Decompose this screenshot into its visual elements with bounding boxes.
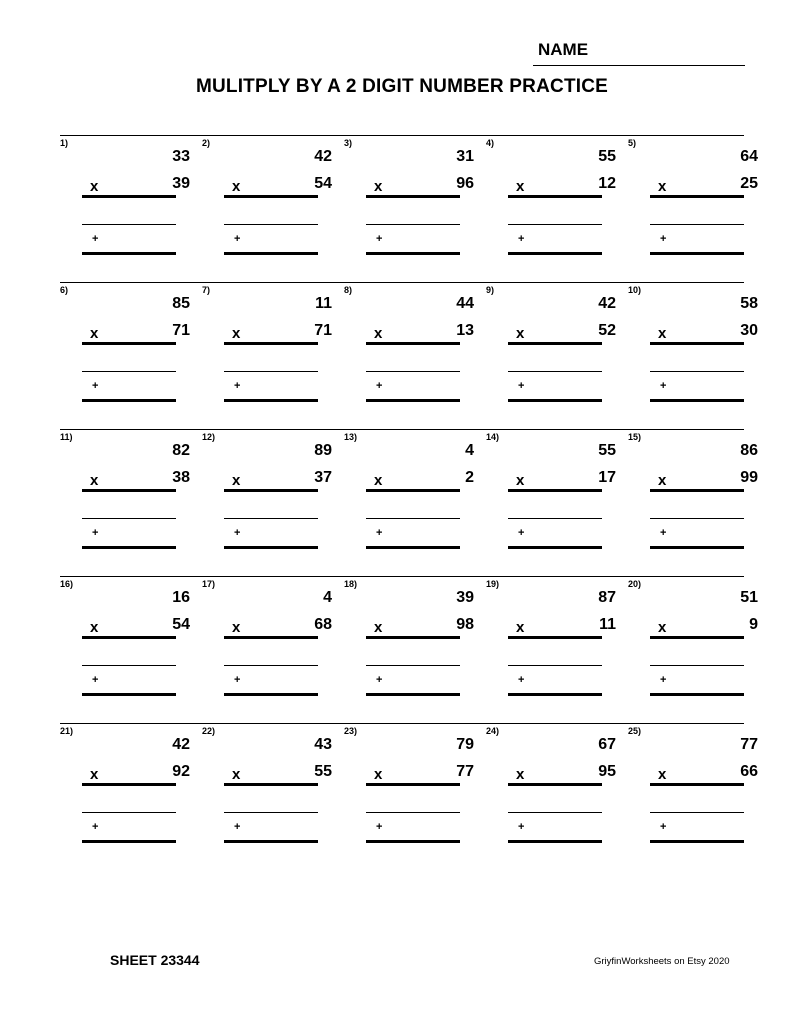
final-answer-line[interactable] [366,546,460,549]
partial-product-line[interactable] [366,812,460,813]
problem-15 [628,432,758,572]
plus-sign: + [234,233,241,245]
final-answer-line[interactable] [82,546,176,549]
partial-product-line[interactable] [82,224,176,225]
problem-number: 7) [202,285,211,295]
answer-rule [366,783,460,786]
answer-rule [224,489,318,492]
problem-number: 25) [628,726,642,736]
multiply-sign: x [374,472,383,489]
plus-sign: + [660,821,667,833]
problem-number: 17) [202,579,216,589]
final-answer-line[interactable] [650,693,744,696]
problem-number: 24) [486,726,500,736]
problem-number: 9) [486,285,495,295]
multiplicand: 67 [598,736,616,753]
multiplier: 52 [598,322,616,339]
final-answer-line[interactable] [366,693,460,696]
final-answer-line[interactable] [82,399,176,402]
multiplier: 96 [456,175,474,192]
row-divider [60,282,744,283]
problem-5 [628,138,758,278]
answer-rule [508,342,602,345]
multiplier: 25 [740,175,758,192]
multiplier: 11 [599,616,616,633]
final-answer-line[interactable] [366,840,460,843]
plus-sign: + [376,821,383,833]
multiplier: 30 [740,322,758,339]
multiplicand: 42 [314,148,332,165]
multiplier: 13 [456,322,474,339]
problem-11 [60,432,190,572]
answer-rule [508,636,602,639]
multiplier: 17 [598,469,616,486]
partial-product-line[interactable] [224,812,318,813]
multiply-sign: x [232,178,241,195]
multiply-sign: x [232,766,241,783]
problem-4 [486,138,616,278]
problem-19 [486,579,616,719]
partial-product-line[interactable] [650,224,744,225]
problem-23 [344,726,474,866]
final-answer-line[interactable] [82,840,176,843]
problem-17 [202,579,332,719]
plus-sign: + [234,821,241,833]
problem-number: 11) [60,432,73,442]
multiplier: 9 [749,616,758,633]
final-answer-line[interactable] [224,840,318,843]
multiplicand: 87 [598,589,616,606]
problem-number: 3) [344,138,353,148]
problem-number: 6) [60,285,69,295]
answer-rule [224,195,318,198]
problem-number: 8) [344,285,353,295]
problem-1 [60,138,190,278]
multiplier: 92 [172,763,190,780]
multiply-sign: x [374,619,383,636]
final-answer-line[interactable] [508,546,602,549]
plus-sign: + [92,233,99,245]
problem-number: 12) [202,432,216,442]
multiply-sign: x [516,178,525,195]
partial-product-line[interactable] [224,224,318,225]
partial-product-line[interactable] [650,812,744,813]
answer-rule [650,636,744,639]
multiplier: 12 [598,175,616,192]
problem-number: 18) [344,579,358,589]
multiplier: 39 [172,175,190,192]
multiplier: 54 [314,175,332,192]
page-title [0,76,794,98]
name-line[interactable] [533,65,745,66]
multiplier: 71 [172,322,190,339]
plus-sign: + [92,527,99,539]
row-divider [60,576,744,577]
multiplier: 71 [314,322,332,339]
problem-number: 21) [60,726,74,736]
multiplier: 55 [314,763,332,780]
problem-2 [202,138,332,278]
multiplicand: 55 [598,148,616,165]
page-title-text: MULITPLY BY A 2 DIGIT NUMBER PRACTICE [195,76,609,97]
multiply-sign: x [516,766,525,783]
answer-rule [82,783,176,786]
partial-product-line[interactable] [366,665,460,666]
problem-16 [60,579,190,719]
problem-8 [344,285,474,425]
multiply-sign: x [232,472,241,489]
plus-sign: + [92,380,99,392]
answer-rule [224,783,318,786]
multiplicand: 42 [598,295,616,312]
problem-number: 13) [344,432,358,442]
final-answer-line[interactable] [650,840,744,843]
multiplier: 68 [314,616,332,633]
problem-number: 16) [60,579,74,589]
problem-13 [344,432,474,572]
multiplier: 54 [172,616,190,633]
multiplicand: 4 [465,442,474,459]
plus-sign: + [376,380,383,392]
problem-12 [202,432,332,572]
partial-product-line[interactable] [508,518,602,519]
multiply-sign: x [658,325,667,342]
multiplicand: 51 [740,589,758,606]
credit-text: GriyfinWorksheets on Etsy 2020 [594,956,730,967]
final-answer-line[interactable] [224,399,318,402]
multiplicand: 89 [314,442,332,459]
partial-product-line[interactable] [224,371,318,372]
final-answer-line[interactable] [82,252,176,255]
final-answer-line[interactable] [508,693,602,696]
answer-rule [650,342,744,345]
multiplicand: 44 [456,295,474,312]
problem-number: 2) [202,138,211,148]
multiply-sign: x [658,766,667,783]
multiply-sign: x [658,178,667,195]
answer-rule [366,195,460,198]
multiplicand: 86 [740,442,758,459]
problem-number: 4) [486,138,495,148]
final-answer-line[interactable] [224,546,318,549]
multiplicand: 79 [456,736,474,753]
problem-22 [202,726,332,866]
final-answer-line[interactable] [650,252,744,255]
partial-product-line[interactable] [650,371,744,372]
multiplier: 2 [465,469,474,486]
final-answer-line[interactable] [82,693,176,696]
problem-number: 20) [628,579,642,589]
partial-product-line[interactable] [366,224,460,225]
plus-sign: + [92,821,99,833]
multiply-sign: x [516,472,525,489]
multiplicand: 77 [740,736,758,753]
plus-sign: + [518,527,525,539]
multiplier: 38 [172,469,190,486]
multiplicand: 39 [456,589,474,606]
plus-sign: + [518,233,525,245]
answer-rule [82,636,176,639]
plus-sign: + [518,821,525,833]
problem-number: 15) [628,432,642,442]
problem-number: 22) [202,726,216,736]
partial-product-line[interactable] [82,371,176,372]
multiply-sign: x [90,325,99,342]
final-answer-line[interactable] [366,399,460,402]
partial-product-line[interactable] [508,665,602,666]
problem-14 [486,432,616,572]
final-answer-line[interactable] [650,546,744,549]
multiply-sign: x [658,472,667,489]
answer-rule [366,489,460,492]
partial-product-line[interactable] [224,665,318,666]
plus-sign: + [92,674,99,686]
plus-sign: + [234,674,241,686]
multiply-sign: x [374,766,383,783]
multiplicand: 4 [323,589,332,606]
answer-rule [366,342,460,345]
final-answer-line[interactable] [508,252,602,255]
problem-number: 19) [486,579,500,589]
row-divider [60,429,744,430]
answer-rule [650,195,744,198]
multiplicand: 58 [740,295,758,312]
problem-number: 5) [628,138,637,148]
answer-rule [508,489,602,492]
multiplier: 37 [314,469,332,486]
answer-rule [82,489,176,492]
multiply-sign: x [374,325,383,342]
row-divider [60,135,744,136]
partial-product-line[interactable] [366,371,460,372]
problem-20 [628,579,758,719]
plus-sign: + [376,233,383,245]
plus-sign: + [660,527,667,539]
multiply-sign: x [658,619,667,636]
multiply-sign: x [516,325,525,342]
problem-7 [202,285,332,425]
multiplicand: 85 [172,295,190,312]
problem-3 [344,138,474,278]
plus-sign: + [234,380,241,392]
partial-product-line[interactable] [650,518,744,519]
plus-sign: + [518,380,525,392]
problem-10 [628,285,758,425]
multiply-sign: x [232,325,241,342]
multiplicand: 55 [598,442,616,459]
multiply-sign: x [516,619,525,636]
plus-sign: + [376,674,383,686]
final-answer-line[interactable] [508,840,602,843]
multiplier: 99 [740,469,758,486]
partial-product-line[interactable] [224,518,318,519]
partial-product-line[interactable] [650,665,744,666]
multiplicand: 64 [740,148,758,165]
problem-25 [628,726,758,866]
sheet-number: SHEET 23344 [110,952,200,968]
plus-sign: + [234,527,241,539]
problem-number: 1) [60,138,69,148]
problem-6 [60,285,190,425]
multiply-sign: x [90,619,99,636]
name-label: NAME [538,40,589,59]
multiply-sign: x [374,178,383,195]
multiplier: 77 [456,763,474,780]
final-answer-line[interactable] [650,399,744,402]
answer-rule [82,342,176,345]
problem-number: 23) [344,726,358,736]
partial-product-line[interactable] [82,665,176,666]
answer-rule [82,195,176,198]
final-answer-line[interactable] [508,399,602,402]
partial-product-line[interactable] [508,371,602,372]
plus-sign: + [660,233,667,245]
multiplier: 66 [740,763,758,780]
answer-rule [650,489,744,492]
problem-number: 14) [486,432,500,442]
answer-rule [508,783,602,786]
final-answer-line[interactable] [224,693,318,696]
final-answer-line[interactable] [366,252,460,255]
multiplier: 98 [456,616,474,633]
multiplicand: 43 [314,736,332,753]
multiplicand: 33 [172,148,190,165]
problem-18 [344,579,474,719]
multiply-sign: x [90,178,99,195]
problem-number: 10) [628,285,642,295]
partial-product-line[interactable] [82,518,176,519]
row-divider [60,723,744,724]
multiply-sign: x [232,619,241,636]
multiply-sign: x [90,766,99,783]
partial-product-line[interactable] [508,224,602,225]
multiplicand: 11 [315,295,332,312]
plus-sign: + [518,674,525,686]
multiplicand: 42 [172,736,190,753]
multiplicand: 16 [172,589,190,606]
plus-sign: + [660,674,667,686]
problem-24 [486,726,616,866]
final-answer-line[interactable] [224,252,318,255]
answer-rule [224,342,318,345]
answer-rule [224,636,318,639]
answer-rule [650,783,744,786]
plus-sign: + [376,527,383,539]
partial-product-line[interactable] [508,812,602,813]
answer-rule [366,636,460,639]
multiplicand: 82 [172,442,190,459]
partial-product-line[interactable] [366,518,460,519]
multiply-sign: x [90,472,99,489]
plus-sign: + [660,380,667,392]
partial-product-line[interactable] [82,812,176,813]
problem-21 [60,726,190,866]
answer-rule [508,195,602,198]
multiplicand: 31 [456,148,474,165]
multiplier: 95 [598,763,616,780]
problem-9 [486,285,616,425]
